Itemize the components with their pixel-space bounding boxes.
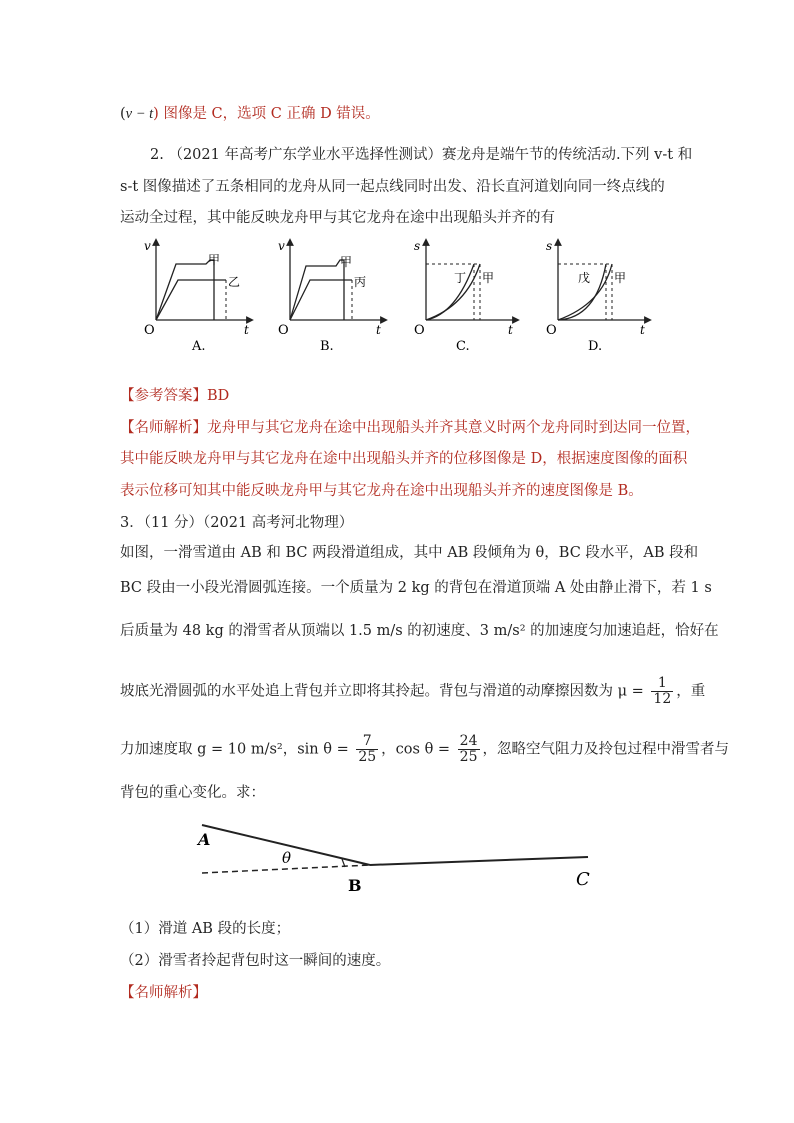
caption-c: C.: [456, 339, 470, 354]
axis-label-v: v: [144, 239, 151, 253]
axis-label-v: v: [278, 239, 285, 253]
q2-line2: s-t 图像描述了五条相同的龙舟从同一起点线同时出发、沿长直河道划向同一终点线的: [120, 179, 665, 195]
q2-analysis-line1: [120, 418, 700, 438]
label-jia: 甲: [208, 253, 221, 267]
line5-g-sin: 力加速度取 g = 10 m/s²，sin θ =: [120, 741, 349, 758]
vt-label: v − t: [125, 106, 154, 122]
curve-yi: [156, 280, 226, 320]
angle-theta-label: θ: [282, 849, 292, 867]
axis-label-t: t: [376, 323, 381, 337]
cos-denominator: 25: [459, 749, 478, 765]
q3-sub2: （2）滑雪者拎起背包时这一瞬间的速度。: [120, 953, 391, 969]
label-yi: 乙: [228, 275, 241, 289]
sin-numerator: 7: [356, 734, 378, 750]
analysis-text: 龙舟甲与其它龙舟在途中出现船头并齐其意义时两个龙舟同时到达同一位置，: [207, 420, 700, 436]
q2-answer: [120, 386, 229, 406]
mu-denominator: 12: [653, 691, 672, 707]
slope-figure: [190, 815, 600, 895]
q3-line3: 后质量为 48 kg 的滑雪者从顶端以 1.5 m/s 的初速度、3 m/s² 的加速度匀加速追赶，恰好在: [120, 623, 719, 639]
point-a-label: A: [198, 830, 211, 849]
origin-label: O: [144, 323, 155, 338]
sin-fraction: [356, 734, 378, 765]
q3-analysis-label: 【名师解析】: [120, 985, 207, 1001]
caption-a: A.: [192, 339, 206, 354]
origin-label: O: [414, 323, 425, 338]
point-b-label: B: [348, 876, 362, 895]
segment-bc: [370, 857, 588, 865]
q2-line1: 2. （2021 年高考广东学业水平选择性测试）赛龙舟是端午节的传统活动.下列 v-t 和: [150, 147, 693, 163]
cos-fraction: [458, 734, 480, 765]
label-bing: 丙: [354, 275, 367, 289]
line4-end: ，重: [676, 683, 706, 700]
origin-label: O: [278, 323, 289, 338]
axis-label-t: t: [244, 323, 249, 337]
axis-label-t: t: [640, 323, 645, 337]
q3-line1: 如图，一滑雪道由 AB 和 BC 两段滑道组成，其中 AB 段倾角为 θ，BC 段水平，AB 段和: [120, 545, 699, 561]
graph-d: [536, 236, 656, 356]
q3-line5: [120, 734, 729, 765]
graph-a: [138, 236, 258, 356]
q2-line3: 运动全过程，其中能反映龙舟甲与其它龙舟在途中出现船头并齐的有: [120, 210, 555, 226]
label-jia: 甲: [614, 271, 627, 285]
q3-line6: 背包的重心变化。求：: [120, 785, 265, 801]
sin-denominator: 25: [358, 749, 377, 765]
mu-numerator: 1: [651, 676, 673, 692]
cos-numerator: 24: [459, 733, 478, 749]
q3-line4: [120, 676, 705, 707]
line5-end: ，忽略空气阻力及拎包过程中滑雪者与: [482, 741, 729, 758]
point-c-label: C: [576, 869, 590, 890]
q2-analysis-line2: 其中能反映龙舟甲与其它龙舟在途中出现船头并齐的位移图像是 D，根据速度图像的面积: [120, 451, 688, 467]
line5-cos: ，cos θ =: [381, 741, 451, 758]
origin-label: O: [546, 323, 557, 338]
q3-line2: BC 段由一小段光滑圆弧连接。一个质量为 2 kg 的背包在滑道顶端 A 处由静止滑下，若 1 s: [120, 580, 712, 596]
curve-jia: [156, 260, 214, 320]
analysis-label: 【名师解析】: [120, 420, 207, 436]
axis-label-s: s: [546, 239, 553, 253]
label-ding: 丁: [454, 271, 467, 285]
caption-d: D.: [588, 339, 603, 354]
label-jia: 甲: [340, 255, 353, 269]
label-jia: 甲: [482, 271, 495, 285]
prev-answer-line: [120, 104, 380, 124]
caption-b: B.: [320, 339, 334, 354]
axis-label-s: s: [414, 239, 421, 253]
answer-value: BD: [207, 388, 230, 404]
q3-sub1: （1）滑道 AB 段的长度；: [120, 921, 291, 937]
line4-text: 坡底光滑圆弧的水平处追上背包并立即将其拎起。背包与滑道的动摩擦因数为 μ =: [120, 683, 644, 700]
paren-open: (: [120, 106, 126, 122]
prev-answer-text: ) 图像是 C，选项 C 正确 D 错误。: [153, 106, 380, 122]
answer-label: 【参考答案】: [120, 388, 207, 404]
graph-c: [404, 236, 524, 356]
axis-label-t: t: [508, 323, 513, 337]
q3-header: 3．（11 分）（2021 高考河北物理）: [120, 515, 354, 531]
q2-analysis-line3: 表示位移可知其中能反映龙舟甲与其它龙舟在途中出现船头并齐的速度图像是 B。: [120, 483, 643, 499]
graph-b: [272, 236, 392, 356]
label-wu: 戊: [578, 271, 591, 285]
mu-fraction: [651, 676, 673, 707]
